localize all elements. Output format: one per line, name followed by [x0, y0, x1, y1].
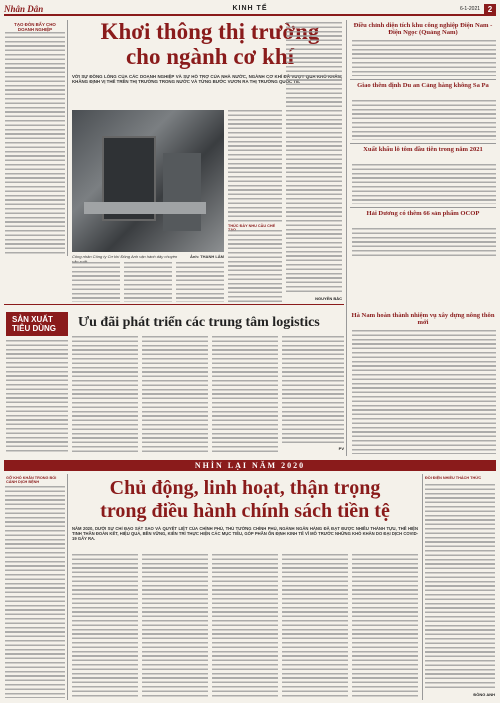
review-text-col1 — [72, 554, 138, 698]
page-header — [4, 4, 496, 16]
page-number: 2 — [484, 4, 496, 15]
review-text-col2 — [142, 554, 208, 698]
main-author: NGUYỄN BẮC — [315, 296, 342, 301]
brief2-title: Giao thêm định Du an Cảng hàng không Sa Pa — [357, 82, 489, 89]
brief3-title: Xuất khẩu lô tôm đầu tiên trong năm 2021 — [363, 146, 483, 153]
review-text-col3 — [212, 554, 278, 698]
main-lead: VỚI SỰ ĐỒNG LÒNG CỦA CÁC DOANH NGHIỆP VÀ SỰ HỖ TRỢ CỦA NHÀ NƯỚC, NGÀNH CƠ KHÍ ĐÃ VƯỢT QUA KHÓ KHĂN, KHẲNG ĐỊNH VỊ THẾ TRÊN THỊ TRƯỜNG TRONG NƯỚC VÀ TỪNG BƯỚC VƯƠN RA THỊ TRƯỜNG QUỐC TẾ. — [72, 74, 342, 85]
brief-divider — [350, 79, 496, 80]
photo-caption: Công nhân Công ty Cơ khí Đông Anh vận hành dây chuyền sản xuất. — [72, 254, 178, 264]
logistics-text-col4 — [212, 336, 278, 452]
brief5-text — [352, 330, 496, 454]
section-rule — [4, 304, 344, 305]
main-headline-line1: Khơi thông thị trường — [100, 19, 320, 44]
column-divider — [422, 474, 423, 700]
column-divider — [67, 474, 68, 700]
main-text-col2 — [124, 262, 172, 302]
logistics-text-col2 — [72, 336, 138, 452]
review-text-col4 — [282, 554, 348, 698]
newspaper-logo: Nhân Dân — [4, 4, 44, 14]
review-text-col5 — [352, 554, 418, 698]
column-divider — [67, 20, 68, 256]
main-photo — [72, 110, 224, 252]
brief-divider — [350, 207, 496, 208]
review-right-text — [425, 484, 495, 690]
review-author: ĐÔNG ANH — [473, 692, 495, 697]
badge-line2: TIÊU DÙNG — [12, 324, 56, 333]
main-text-col6 — [286, 22, 342, 294]
badge-line1: SẢN XUẤT — [12, 315, 53, 324]
review-left-text — [5, 486, 65, 698]
section-band: NHÌN LẠI NĂM 2020 — [4, 460, 496, 471]
main-text-col4 — [228, 110, 282, 222]
main-subhead: THÚC ĐẨY NHU CẦU CHẾ TẠO — [228, 224, 276, 232]
main-text-col5 — [228, 230, 282, 302]
brief2-text — [352, 100, 496, 140]
logistics-author: PV — [338, 446, 344, 451]
left-column-heading: TẠO ĐÒN BẨY CHO DOANH NGHIỆP — [14, 22, 56, 32]
brief5-title: Hà Nam hoàn thành nhiệm vụ xây dựng nông thôn mới — [351, 312, 495, 327]
brief1-title: Điều chỉnh diện tích khu công nghiệp Điện Nam - Điện Ngọc (Quảng Nam) — [353, 22, 493, 37]
photo-credit: Ảnh: THANH LÂM — [190, 254, 224, 259]
left-column-text — [5, 32, 65, 254]
review-lead: NĂM 2020, DƯỚI SỰ CHỈ ĐẠO SÁT SAO VÀ QUYẾT LIỆT CỦA CHÍNH PHỦ, THỦ TƯỚNG CHÍNH PHỦ, NGÀNH NGÂN HÀNG ĐÃ ĐẠT ĐƯỢC NHIỀU THÀNH TỰU, THỂ HIỆN TINH THẦN ĐOÀN KẾT, HIỆU QUẢ, BỀN VỮNG, KIÊN TRÌ THỰC HIỆN CÁC MỤC TIÊU, GÓP PHẦN ỔN ĐỊNH KINH TẾ VĨ MÔ TRƯỚC NHỮNG KHÓ KHĂN DO ĐẠI DỊCH COVID-19 GÂY RA. — [72, 526, 418, 542]
section-badge — [6, 312, 68, 336]
logistics-text-col1 — [6, 340, 68, 452]
logistics-headline: Ưu đãi phát triển các trung tâm logistics — [78, 315, 320, 330]
logistics-text-col5 — [282, 336, 344, 444]
main-text-col1 — [72, 262, 120, 302]
review-headline-line1: Chủ động, linh hoạt, thận trọng — [109, 477, 381, 499]
brief4-text — [352, 228, 496, 256]
column-divider — [346, 20, 347, 456]
brief4-title: Hải Dương có thêm 66 sản phẩm OCOP — [366, 210, 480, 217]
issue-date: 6-1-2021 — [459, 6, 480, 12]
section-name: KINH TẾ — [232, 5, 268, 12]
review-headline-line2: trong điều hành chính sách tiền tệ — [100, 500, 390, 522]
main-headline-line2: cho ngành cơ khí — [125, 44, 295, 69]
review-left-subhead: GỠ KHÓ KHĂN TRONG BỐI CẢNH DỊCH BỆNH — [6, 476, 57, 484]
brief-divider — [350, 143, 496, 144]
brief1-text — [352, 40, 496, 76]
main-text-col3 — [176, 262, 224, 302]
logistics-text-col3 — [142, 336, 208, 452]
brief3-text — [352, 164, 496, 204]
review-right-subhead: ĐỒI ĐIỆN NHIỀU THÁCH THỨC — [425, 476, 482, 480]
